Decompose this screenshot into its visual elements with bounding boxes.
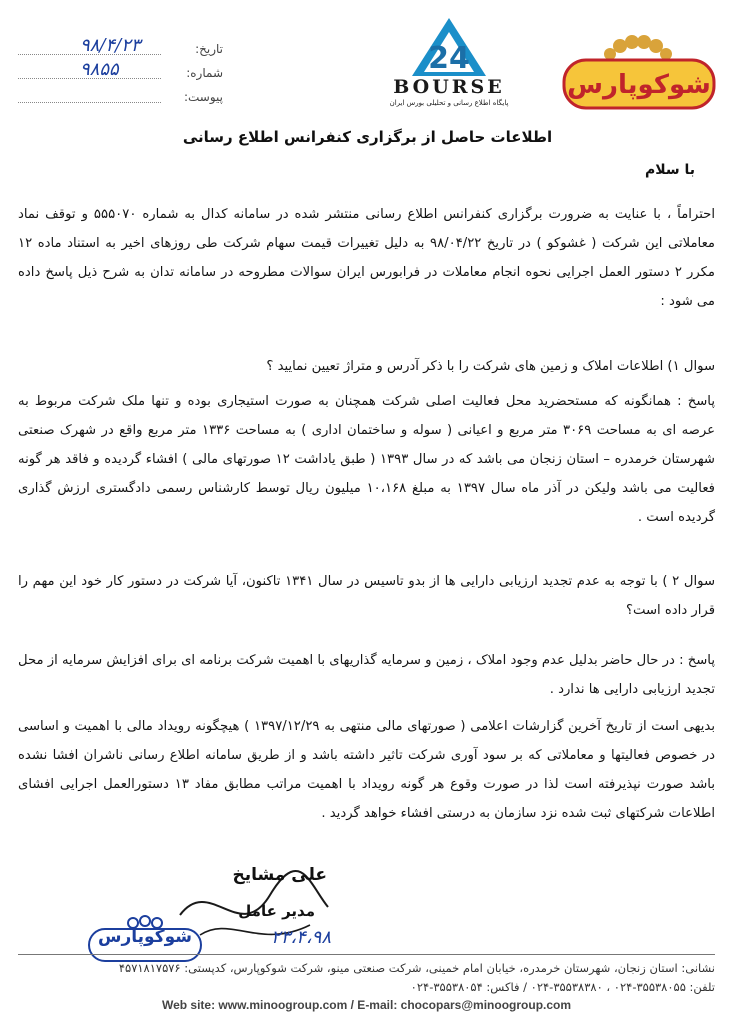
closing-paragraph: بدیهی است از تاریخ آخرین گزارشات اعلامی ( صورتهای مالی منتهی به ۱۳۹۷/۱۲/۲۹ ) هیچگونه رویداد مالی با اهمیت و اساسی در خصوص فعالیتها و معاملاتی که بر سود آوری شرکت تاثیر داشته باشد و از طریق سامانه اطلاع رسانی ناشران افشا نشده باشد صورت نپذیرفته است لذا در صورت وقوع هر گونه رویداد با اهمیت مراتب مطابق مفاد ۱۳ دستورالعمل اجرایی افشای اطلاعات شرکتهای ثبت شده نزد سازمان به درستی افشاء خواهد گردید . [18, 719, 715, 821]
bourse-triangle-icon [410, 16, 488, 78]
date-value: ۹۸/۴/۲۳ [80, 35, 141, 56]
letter-greeting: با سلام [644, 162, 695, 178]
bourse-number: 24 [428, 41, 470, 76]
number-value: ۹۸۵۵ [80, 59, 119, 80]
number-row [18, 60, 223, 82]
footer-divider [18, 954, 715, 955]
intro-paragraph: احتراماً ، با عنایت به ضرورت برگزاری کنفرانس اطلاع رسانی منتشر شده در سامانه کدال به شماره ۵۵۵۰۷۰ و توقف نماد معاملاتی این شرکت ( غشوکو ) در تاریخ ۹۸/۰۴/۲۲ به دلیل تغییرات قیمت سهام شرکت طی روزهای اخیر به استناد ماده ۱۲ مکرر ۲ دستور العمل اجرایی نحوه انجام معاملات در فرابورس ایران سوالات مطروحه در سامانه تدان به شرح ذیل پاسخ داده می شود : [18, 207, 716, 309]
company-stamp [85, 915, 205, 965]
signatory-title: مدیر عامل [238, 902, 315, 920]
question-2: سوال ۲ ) با توجه به عدم تجدید ارزیابی دارایی ها از بدو تاسیس در سال ۱۳۴۱ تاکنون، آیا شرکت در دستور کار خود این مهم را قرار داده است؟ [18, 574, 715, 618]
chocopars-wordmark: شوکوپارس [567, 70, 711, 100]
attachment-line [18, 102, 161, 103]
footer-phones: تلفن: ۳۵۵۳۸۰۵۵-۰۲۴ ، ۳۵۵۳۸۳۸۰-۰۲۴ / فاکس: ۳۵۵۳۸۰۵۴-۰۲۴ [410, 980, 715, 994]
footer-address: نشانی: استان زنجان، شهرستان خرمدره، خیابان امام خمینی، شرکت صنعتی مینو، شرکت شوکوپارس، کدپستی: ۴۵۷۱۸۱۷۵۷۶ [118, 961, 715, 975]
bourse-wordmark: BOURSE [393, 76, 505, 98]
date-row [18, 36, 223, 58]
attachment-row [18, 84, 223, 106]
answer-1: پاسخ : همانگونه که مستحضرید محل فعالیت اصلی شرکت همچنان به صورت استیجاری بوده و تنها ملک شرکت مربوط به عرصه ای به مساحت ۳۰۶۹ متر مربع و اعیانی ( سوله و ساختمان اداری ) به مساحت ۱۳۳۶ متر مربع واقع در شهرک صنعتی شهرستان خرمدره – استان زنجان می باشد که در سال ۱۳۹۳ ( طبق یاداشت ۱۲ صورتهای مالی ) افشاء گردیده و فاقد هر گونه فعالیت می باشد ولیکن در آذر ماه سال ۱۳۹۷ به مبلغ ۱۰،۱۶۸ میلیون ریال توسط کارشناس رسمی دادگستری ارزش گذاری گردیده است . [18, 394, 715, 525]
question-1: سوال ۱) اطلاعات املاک و زمین های شرکت را با ذکر آدرس و متراژ تعیین نمایید ؟ [266, 359, 715, 374]
footer-web-email: Web site: www.minoogroup.com / E-mail: chocopars@minoogroup.com [161, 998, 572, 1012]
number-label: شماره: [186, 66, 223, 80]
handwritten-date: ۲۳،۴،۹۸ [271, 927, 331, 948]
attachment-label: پیوست: [183, 90, 223, 104]
stamp-wordmark: شوکوپارس [98, 927, 192, 947]
bourse-tagline: پایگاه اطلاع رسانی و تحلیلی بورس ایران [389, 99, 509, 107]
bourse24-logo [383, 16, 515, 116]
date-label: تاریخ: [195, 42, 223, 56]
answer-2: پاسخ : در حال حاضر بدلیل عدم وجود املاک ، زمین و سرمایه گذاریهای با اهمیت شرکت برنامه ای برای افزایش سرمایه از محل تجدید ارزیابی دارایی ها ندارد . [18, 653, 715, 697]
letter-meta [18, 36, 223, 108]
chocopars-logo [558, 34, 720, 114]
letter-title: اطلاعات حاصل از برگزاری کنفرانس اطلاع رسانی [182, 128, 553, 146]
signatory-name: علی مشایخ [232, 865, 327, 885]
